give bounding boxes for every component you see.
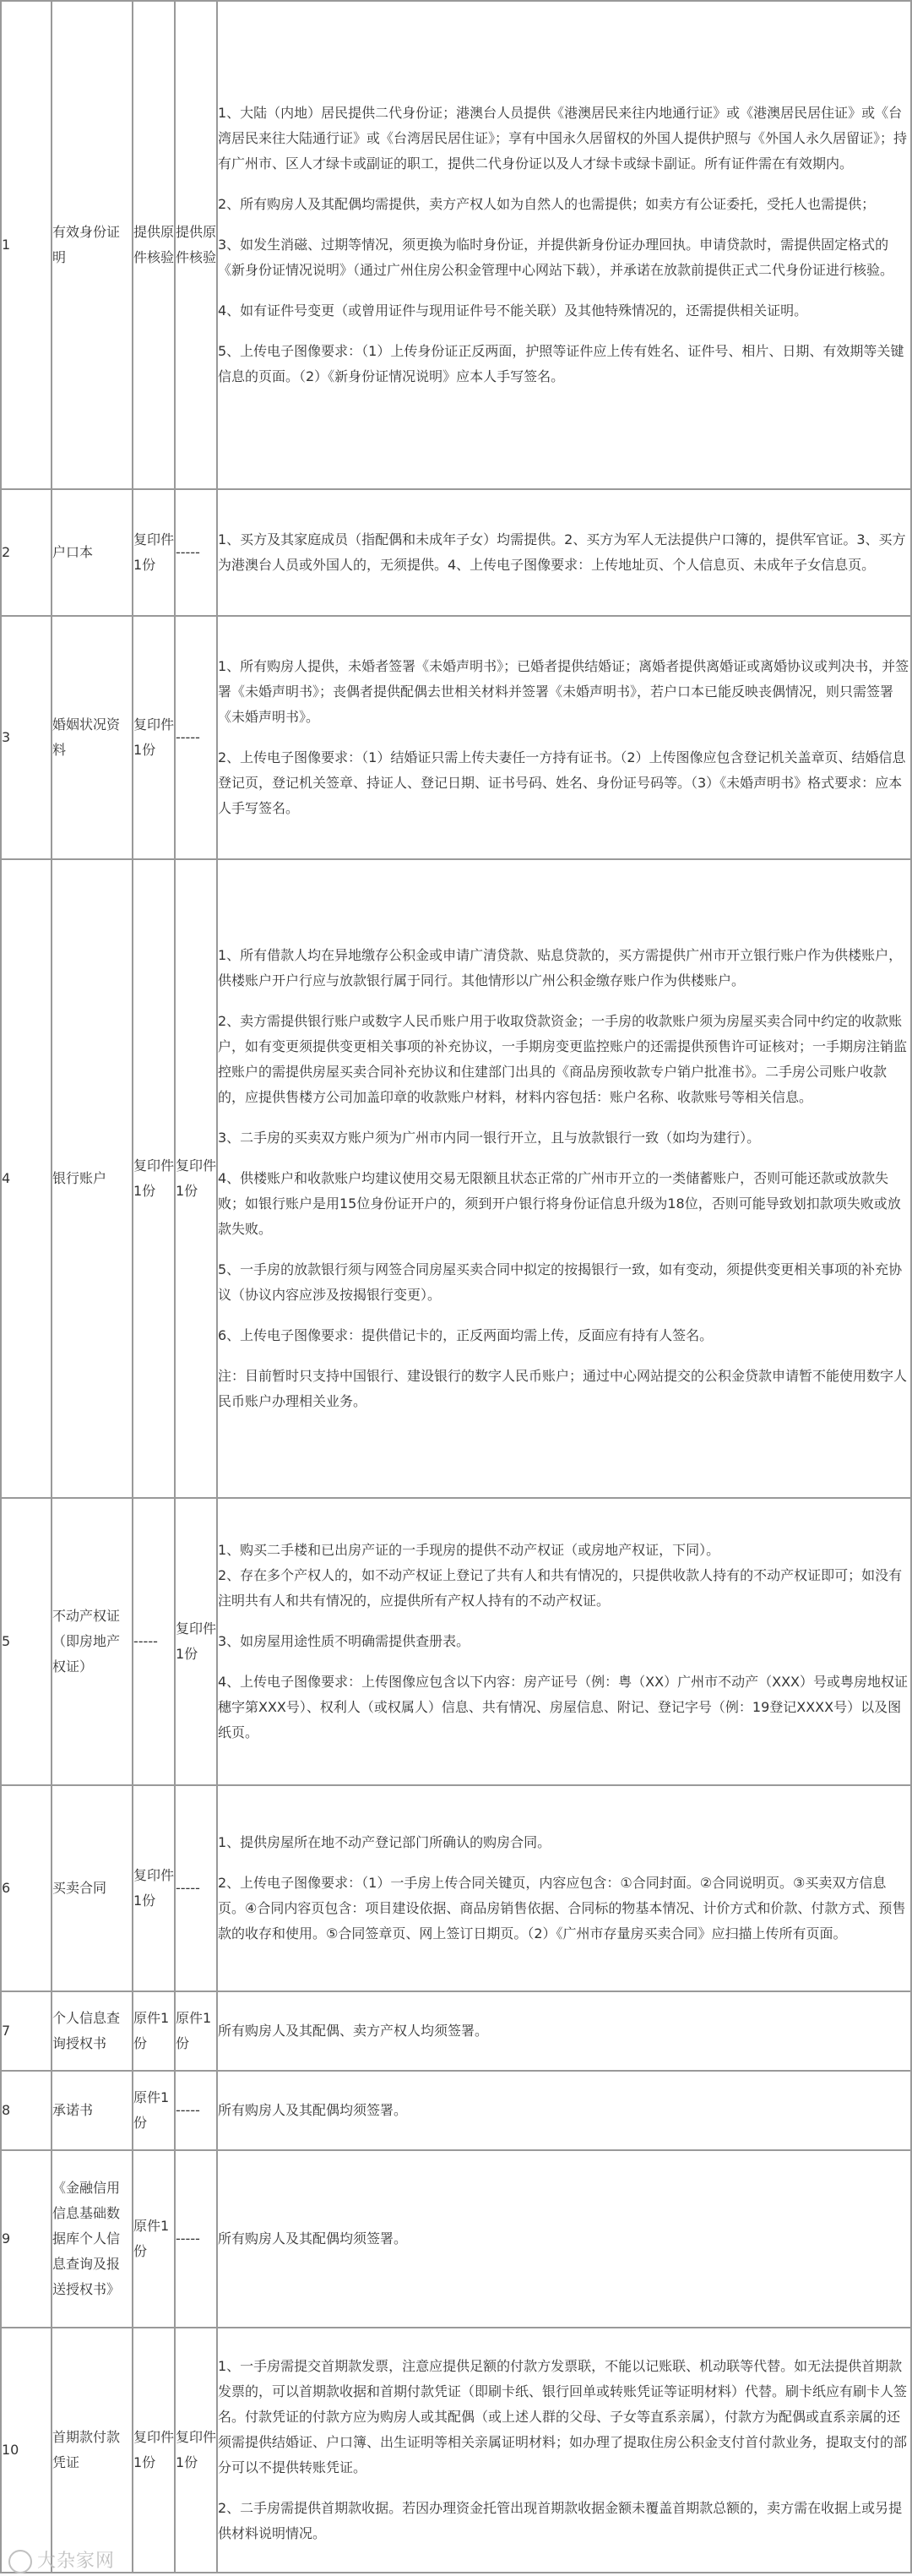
row-number: 7 [1, 1991, 52, 2071]
watermark [8, 2546, 115, 2573]
copy-requirement: 原件1份 [133, 2071, 175, 2150]
description-paragraph: 1、所有借款人均在异地缴存公积金或申请广清贷款、贴息贷款的，买方需提供广州市开立银行账户作为供楼账户，供楼账户开户行应与放款银行属于同行。其他情形以广州公积金缴存账户作为供楼账户。 [218, 947, 903, 988]
description-paragraph: 4、如有证件号变更（或曾用证件与现用证件号不能关联）及其他特殊情况的，还需提供相关证明。 [218, 302, 808, 319]
row-number: 5 [1, 1498, 52, 1785]
table-row [1, 859, 911, 1498]
description-paragraph: 5、一手房的放款银行须与网签合同房屋买卖合同中拟定的按揭银行一致，如有变动，须提供变更相关事项的补充协议（协议内容应涉及按揭银行变更）。 [218, 1261, 903, 1303]
description-paragraph: 1、提供房屋所在地不动产登记部门所确认的购房合同。 [218, 1834, 551, 1850]
row-number: 9 [1, 2150, 52, 2328]
table-row [1, 2071, 911, 2150]
table-row [1, 2328, 911, 2573]
copy-requirement: 复印件1份 [133, 859, 175, 1498]
description-paragraph: 4、上传电子图像要求：上传图像应包含以下内容：房产证号（例：粤（XX）广州市不动产（XXX）号或粤房地权证穗字第XXX号）、权利人（或权属人）信息、共有情况、房屋信息、附记、登记字号（例：19登记XXXX号）以及图纸页。 [218, 1674, 908, 1740]
row-number: 4 [1, 859, 52, 1498]
table-row [1, 1, 911, 489]
description-cell [217, 859, 911, 1498]
material-name: 有效身份证明 [52, 1, 133, 489]
description-paragraph: 1、所有购房人提供，未婚者签署《未婚声明书》；已婚者提供结婚证；离婚者提供离婚证或离婚协议或判决书，并签署《未婚声明书》；丧偶者提供配偶去世相关材料并签署《未婚声明书》，若户口本已能反映丧偶情况，则只需签署《未婚声明书》。 [218, 658, 909, 725]
copy-requirement: 复印件1份 [133, 489, 175, 616]
description-cell [217, 489, 911, 616]
original-requirement: ----- [175, 616, 217, 859]
material-name: 银行账户 [52, 859, 133, 1498]
row-number: 8 [1, 2071, 52, 2150]
description-paragraph: 1、大陆（内地）居民提供二代身份证；港澳台人员提供《港澳居民来往内地通行证》或《港澳居民居住证》或《台湾居民来往大陆通行证》或《台湾居民居住证》；享有中国永久居留权的外国人提供护照与《外国人永久居留证》；持有广州市、区人才绿卡或副证的职工，提供二代身份证以及人才绿卡或绿卡副证。所有证件需在有效期内。 [218, 105, 908, 172]
description-paragraph: 4、供楼账户和收款账户均建议使用交易无限额且状态正常的广州市开立的一类储蓄账户，否则可能还款或放款失败；如银行账户是用15位身份证开户的，须到开户银行将身份证信息升级为18位，否则可能导致划扣款项失败或放款失败。 [218, 1170, 901, 1237]
original-requirement: ----- [175, 2150, 217, 2328]
description-cell [217, 616, 911, 859]
row-number: 3 [1, 616, 52, 859]
row-number: 1 [1, 1, 52, 489]
table-row [1, 1991, 911, 2071]
copy-requirement: 复印件1份 [133, 2328, 175, 2573]
material-name: 户口本 [52, 489, 133, 616]
table-row [1, 616, 911, 859]
description-paragraph: 注：目前暂时只支持中国银行、建设银行的数字人民币账户；通过中心网站提交的公积金贷款申请暂不能使用数字人民币账户办理相关业务。 [218, 1368, 908, 1409]
description-paragraph: 1、买方及其家庭成员（指配偶和未成年子女）均需提供。2、买方为军人无法提供户口簿的，提供军官证。3、买方为港澳台人员或外国人的，无须提供。4、上传电子图像要求：上传地址页、个人信息页、未成年子女信息页。 [218, 531, 906, 573]
material-name: 个人信息查询授权书 [52, 1991, 133, 2071]
material-name: 不动产权证（即房地产权证） [52, 1498, 133, 1785]
description-paragraph: 5、上传电子图像要求：（1）上传身份证正反两面，护照等证件应上传有姓名、证件号、相片、日期、有效期等关键信息的页面。（2）《新身份证情况说明》应本人手写签名。 [218, 343, 904, 384]
copy-requirement: 复印件1份 [133, 616, 175, 859]
description-paragraph: 6、上传电子图像要求：提供借记卡的，正反两面均需上传，反面应有持有人签名。 [218, 1327, 714, 1343]
row-number: 6 [1, 1785, 52, 1991]
description-paragraph: 2、所有购房人及其配偶均需提供，卖方产权人如为自然人的也需提供；如卖方有公证委托，受托人也需提供； [218, 196, 876, 212]
row-number: 10 [1, 2328, 52, 2573]
row-number: 2 [1, 489, 52, 616]
copy-requirement: 提供原件核验 [133, 1, 175, 489]
material-name: 买卖合同 [52, 1785, 133, 1991]
description-paragraph: 3、如发生消磁、过期等情况，须更换为临时身份证，并提供新身份证办理回执。申请贷款时，需提供固定格式的《新身份证情况说明》（通过广州住房公积金管理中心网站下载），并承诺在放款前提供正式二代身份证进行核验。 [218, 237, 894, 278]
description-paragraph: 2、二手房需提供首期款收据。若因办理资金托管出现首期款收据金额未覆盖首期款总额的，卖方需在收据上或另提供材料说明情况。 [218, 2500, 903, 2541]
watermark-logo-icon [8, 2550, 32, 2573]
description-paragraph: 2、上传电子图像要求：（1）一手房上传合同关键页，内容应包含：①合同封面。②合同说明页。③买卖双方信息页。④合同内容页包含：项目建设依据、商品房销售依据、合同标的物基本情况、计价方式和价款、付款方式、预售款的收存和使用。⑤合同签章页、网上签订日期页。（2）《广州市存量房买卖合同》应扫描上传所有页面。 [218, 1875, 906, 1942]
original-requirement: 复印件1份 [175, 859, 217, 1498]
original-requirement: 提供原件核验 [175, 1, 217, 489]
table-row [1, 1785, 911, 1991]
description-paragraph: 所有购房人及其配偶、卖方产权人均须签署。 [218, 2023, 489, 2039]
description-cell [217, 1498, 911, 1785]
description-paragraph: 所有购房人及其配偶均须签署。 [218, 2102, 408, 2118]
copy-requirement: 复印件1份 [133, 1785, 175, 1991]
material-name: 《金融信用信息基础数据库个人信息查询及报送授权书》 [52, 2150, 133, 2328]
original-requirement: 原件1份 [175, 1991, 217, 2071]
table-row [1, 489, 911, 616]
description-paragraph: 3、如房屋用途性质不明确需提供查册表。 [218, 1633, 470, 1649]
original-requirement: 复印件1份 [175, 2328, 217, 2573]
table-row [1, 1498, 911, 1785]
description-cell [217, 2150, 911, 2328]
description-paragraph: 1、一手房需提交首期款发票，注意应提供足额的付款方发票联，不能以记账联、机动联等代替。如无法提供首期款发票的，可以首期款收据和首期付款凭证（即刷卡纸、银行回单或转账凭证等证明材料）代替。刷卡纸应有刷卡人签名。付款凭证的付款方应为购房人或其配偶（或上述人群的父母、子女等直系亲属），付款方为配偶或直系亲属的还须需提供结婚证、户口簿、出生证明等相关亲属证明材料；如办理了提取住房公积金支付首付款业务，提取支付的部分可以不提供转账凭证。 [218, 2358, 908, 2475]
description-paragraph: 2、卖方需提供银行账户或数字人民币账户用于收取贷款资金；一手房的收款账户须为房屋买卖合同中约定的收款账户，如有变更须提供变更相关事项的补充协议，一手期房变更监控账户的还需提供预售许可证核对；一手期房注销监控账户的需提供房屋买卖合同补充协议和住建部门出具的《商品房预收款专户销户批准书》。二手房公司账户收款的，应提供售楼方公司加盖印章的收款账户材料，材料内容包括：账户名称、收款账号等相关信息。 [218, 1013, 908, 1105]
copy-requirement: 原件1份 [133, 2150, 175, 2328]
watermark-text: 大杂家网 [37, 2551, 116, 2572]
description-cell [217, 2328, 911, 2573]
original-requirement: ----- [175, 1785, 217, 1991]
material-name: 承诺书 [52, 2071, 133, 2150]
description-paragraph: 3、二手房的买卖双方账户须为广州市内同一银行开立，且与放款银行一致（如均为建行）。 [218, 1130, 761, 1146]
material-name: 婚姻状况资料 [52, 616, 133, 859]
original-requirement: 复印件1份 [175, 1498, 217, 1785]
copy-requirement: 原件1份 [133, 1991, 175, 2071]
description-paragraph: 2、上传电子图像要求：（1）结婚证只需上传夫妻任一方持有证书。（2）上传图像应包含登记机关盖章页、结婚信息登记页，登记机关签章、持证人、登记日期、证书号码、姓名、身份证号码等。（3）《未婚声明书》格式要求：应本人手写签名。 [218, 749, 906, 816]
material-name: 首期款付款凭证 [52, 2328, 133, 2573]
table-row [1, 2150, 911, 2328]
table-body [1, 1, 911, 2573]
description-cell [217, 1, 911, 489]
original-requirement: ----- [175, 2071, 217, 2150]
description-cell [217, 1991, 911, 2071]
description-paragraph: 1、购买二手楼和已出房产证的一手现房的提供不动产权证（或房地产权证，下同）。 2、存在多个产权人的，如不动产权证上登记了共有人和共有情况的，只提供收款人持有的不动产权证即可；如没有注明共有人和共有情况的，应提供所有产权人持有的不动产权证。 [218, 1542, 903, 1609]
description-cell [217, 1785, 911, 1991]
copy-requirement: ----- [133, 1498, 175, 1785]
original-requirement: ----- [175, 489, 217, 616]
description-paragraph: 所有购房人及其配偶均须签署。 [218, 2230, 408, 2247]
description-cell [217, 2071, 911, 2150]
